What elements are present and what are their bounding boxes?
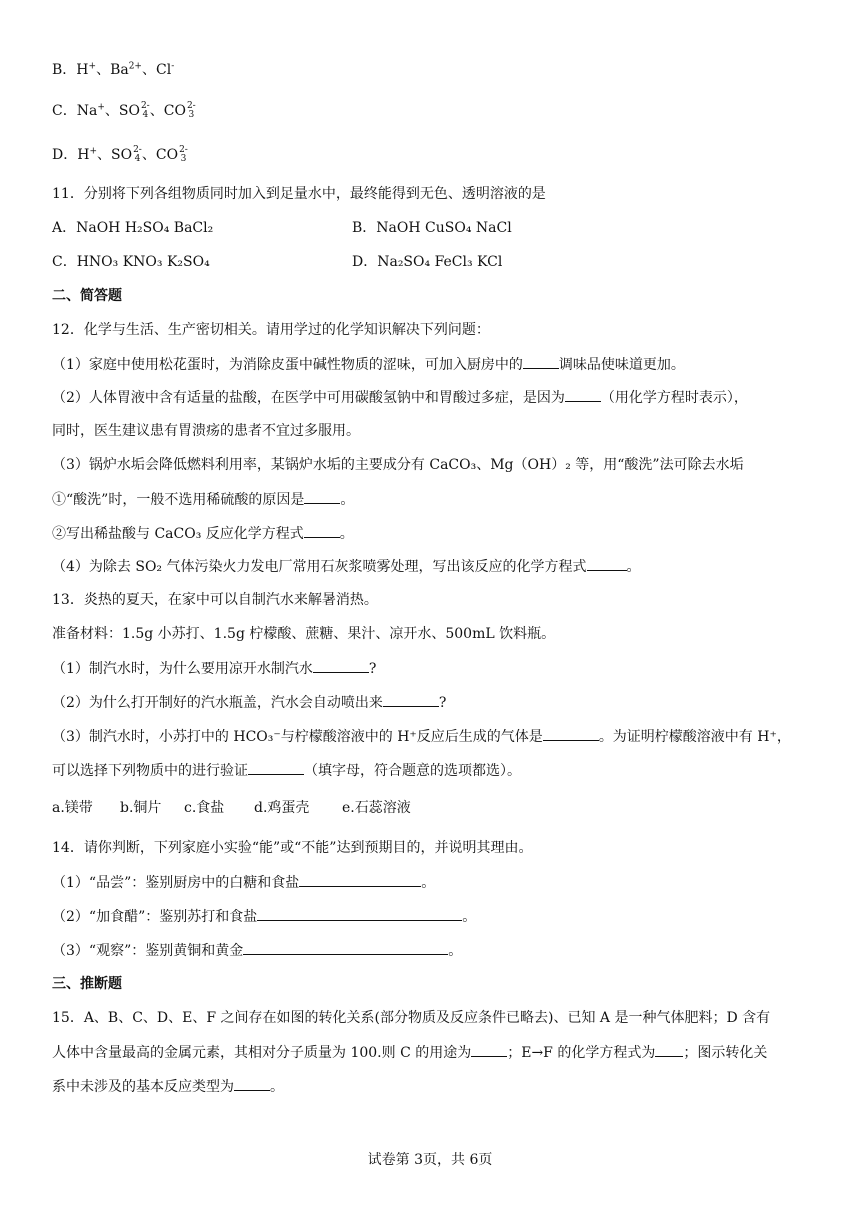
answer-blank [383,692,439,707]
answer-blank [313,658,369,673]
answer-blank [304,523,340,538]
q12-part1: （1）家庭中使用松花蛋时，为消除皮蛋中碱性物质的涩味，可加入厨房中的 调味品使味道更加。 [52,354,685,375]
q11-option-c: C．HNO₃ KNO₃ K₂SO₄ [52,254,210,270]
q13-stem: 13．炎热的夏天，在家中可以自制汽水来解暑消热。 [52,592,378,608]
answer-blank [471,1042,507,1057]
q14-part1: （1）“品尝”：鉴别厨房中的白糖和食盐 。 [52,872,435,893]
answer-blank [523,354,559,369]
q11-stem: 11．分别将下列各组物质同时加入到足量水中，最终能得到无色、透明溶液的是 [52,186,546,202]
q12-stem: 12．化学与生活、生产密切相关。请用学过的化学知识解决下列问题： [52,322,490,338]
answer-blank [243,940,448,955]
q11-option-b: B．NaOH CuSO₄ NaCl [352,220,512,236]
q13-materials: 准备材料：1.5g 小苏打、1.5g 柠檬酸、蔗糖、果汁、凉开水、500mL 饮料瓶。 [52,626,556,642]
q14-part2: （2）“加食醋”：鉴别苏打和食盐 。 [52,906,476,927]
page-footer: 试卷第 3页，共 6页 [367,1152,493,1168]
choice-item: c.食盐 [184,800,225,816]
answer-blank [304,489,340,504]
choice-item: b.铜片 [120,800,162,816]
q11-option-d: D．Na₂SO₄ FeCl₃ KCl [352,254,503,270]
q13-choices [52,798,411,818]
section-heading-short-answer: 二、简答题 [52,288,122,304]
q10-option-d: D．H+、SO 2- 4 、CO 2- 3 [52,145,188,164]
q12-part2: （2）人体胃液中含有适量的盐酸，在医学中可用碳酸氢钠中和胃酸过多症，是因为 （用化学方程时表示）， [52,387,748,408]
q11-option-a: A．NaOH H₂SO₄ BaCl₂ [52,220,214,236]
q13-part2: （2）为什么打开制好的汽水瓶盖，汽水会自动喷出来 ? [52,692,446,713]
q14-stem: 14．请你判断，下列家庭小实验“能”或“不能”达到预期目的，并说明其理由。 [52,840,533,856]
q12-part4: （4）为除去 SO₂ 气体污染火力发电厂常用石灰浆喷雾处理，写出该反应的化学方程式 。 [52,556,641,577]
q12-part2-cont: 同时，医生建议患有胃溃疡的患者不宜过多服用。 [52,423,360,439]
q10-option-b: B．H+、$Ba^{2+}$、Cl- [52,61,175,78]
q12-part3: （3）锅炉水垢会降低燃料利用率，某锅炉水垢的主要成分有 CaCO₃、Mg（OH）₂ 等，用“酸洗”法可除去水垢 [52,457,744,473]
answer-blank [299,872,421,887]
q15-line3: 系中未涉及的基本反应类型为 。 [52,1076,284,1097]
answer-blank [543,726,599,741]
q14-part3: （3）“观察”：鉴别黄铜和黄金 。 [52,940,462,961]
answer-blank [565,387,601,402]
answer-blank [234,1076,270,1091]
choice-item: a.镁带 [52,800,93,816]
answer-blank [248,760,304,775]
q13-part1: （1）制汽水时，为什么要用凉开水制汽水 ? [52,658,376,679]
section-heading-inference: 三、推断题 [52,976,122,992]
answer-blank [655,1042,683,1057]
q12-part3-2: ②写出稀盐酸与 CaCO₃ 反应化学方程式 。 [52,523,354,544]
choice-item: e.石蕊溶液 [342,800,411,816]
q13-part3: （3）制汽水时，小苏打中的 HCO₃⁻与柠檬酸溶液中的 H⁺反应后生成的气体是 。为证明柠檬酸溶液中有 H⁺， [52,726,791,747]
q12-part3-1: ①“酸洗”时，一般不选用稀硫酸的原因是 。 [52,489,354,510]
q13-part3-cont: 可以选择下列物质中的进行验证 （填字母，符合题意的选项都选）。 [52,760,521,781]
q15-line2: 人体中含量最高的金属元素，其相对分子质量为 100.则 C 的用途为 ；E→F 的化学方程式为 ；图示转化关 [52,1042,767,1063]
q15-line1: 15．A、B、C、D、E、F 之间存在如图的转化关系(部分物质及反应条件已略去)、已知 A 是一种气体肥料；D 含有 [52,1010,771,1026]
choice-item: d.鸡蛋壳 [254,800,310,816]
answer-blank [587,556,627,571]
answer-blank [257,906,462,921]
q10-option-c: C．Na+、SO 2- 4 、CO 2- 3 [52,101,196,120]
